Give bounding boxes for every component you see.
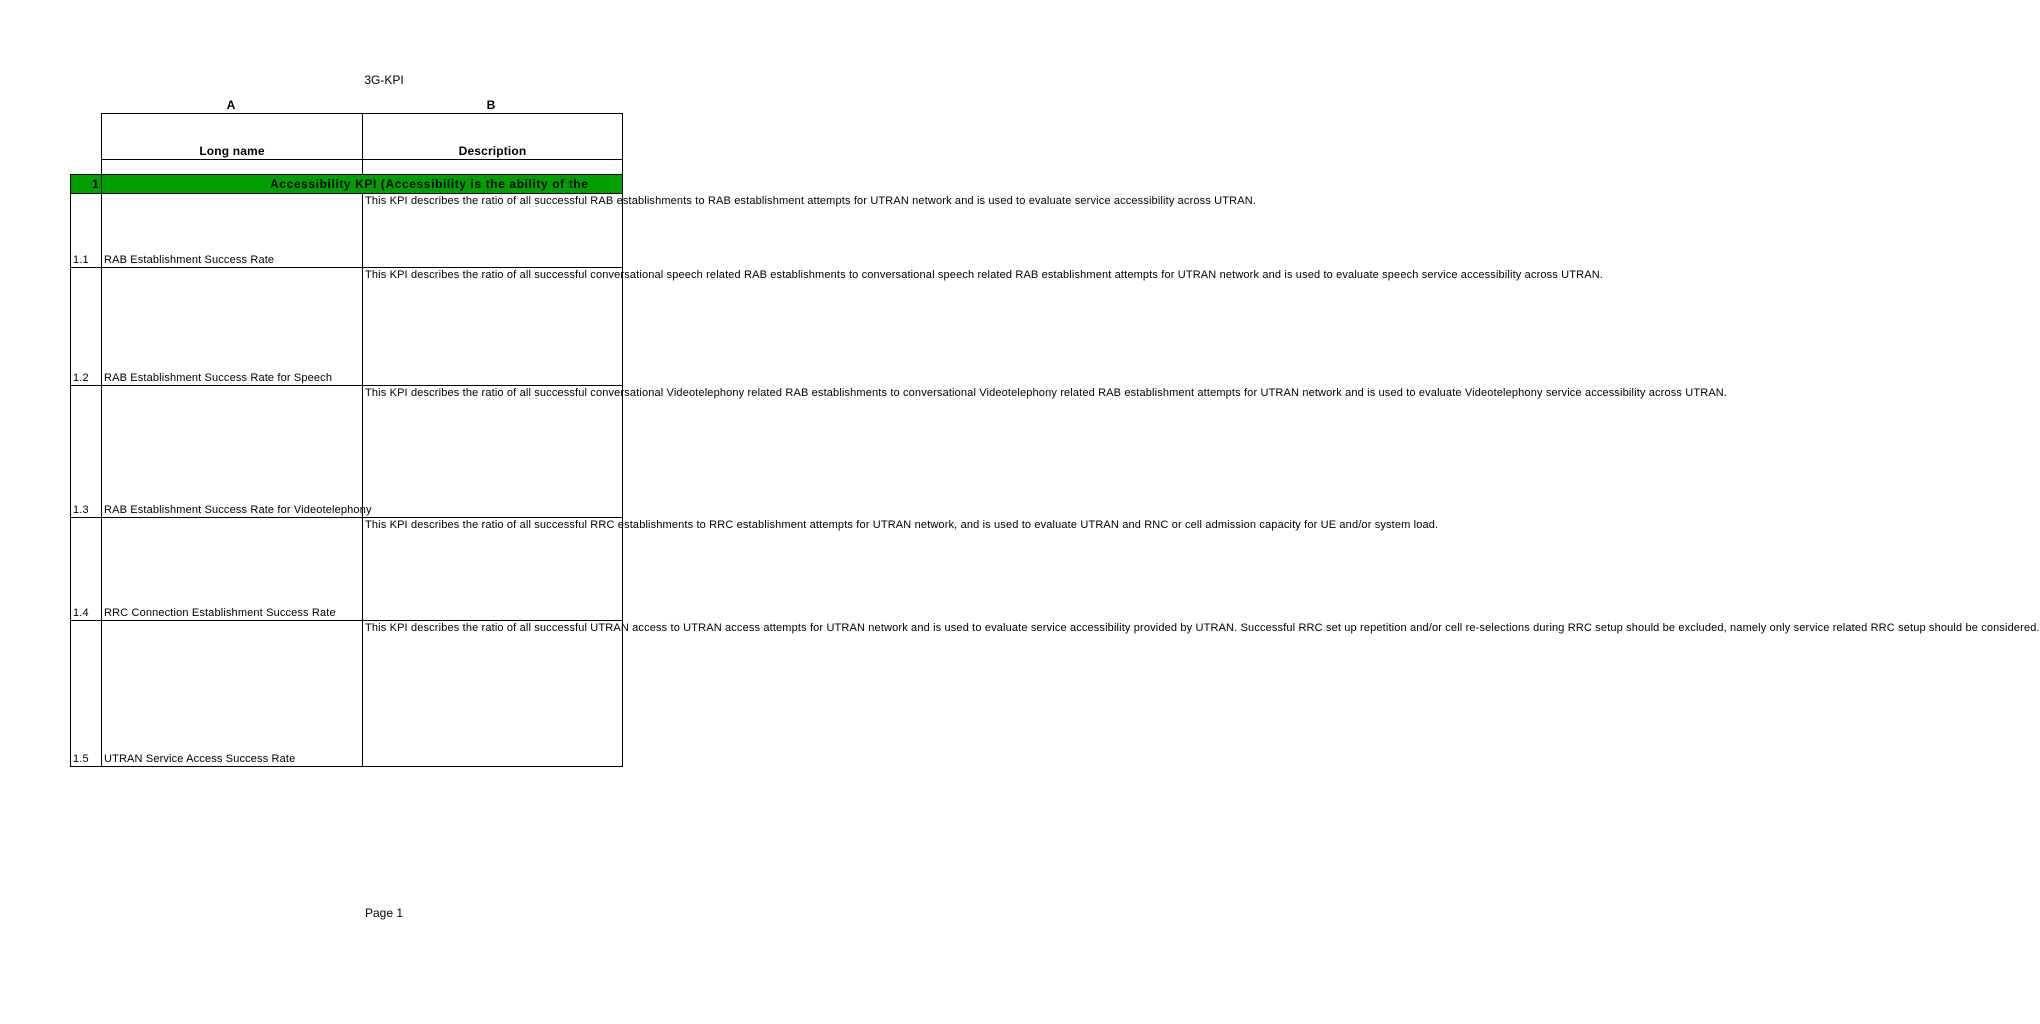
row-number: 1.3 bbox=[71, 386, 102, 518]
table-row bbox=[71, 386, 623, 518]
spacer-row bbox=[71, 160, 623, 175]
section-title: Accessibility KPI (Accessibility is the ability of the bbox=[270, 177, 589, 191]
row-number: 1.1 bbox=[71, 194, 102, 268]
row-description: This KPI describes the ratio of all successful UTRAN access to UTRAN access attempts for UTRAN network and is used to evaluate service accessibility provided by UTRAN. Successful RRC set up repetition and/or cell re-selections during RRC setup should be excluded, namely only service related RRC setup should be considered. bbox=[363, 621, 623, 767]
row-long-name: RAB Establishment Success Rate for Videotelephony bbox=[102, 386, 363, 518]
row-long-name: RAB Establishment Success Rate bbox=[102, 194, 363, 268]
column-letter-a: A bbox=[226, 98, 236, 112]
table-header-row bbox=[71, 114, 623, 160]
row-long-name: RRC Connection Establishment Success Rate bbox=[102, 518, 363, 621]
row-description: This KPI describes the ratio of all successful conversational speech related RAB establishments to conversational speech related RAB establishment attempts for UTRAN network and is used to evaluate speech service accessibility across UTRAN. bbox=[363, 268, 623, 386]
kpi-table bbox=[70, 113, 2040, 767]
column-header-long-name: Long name bbox=[102, 114, 363, 160]
table-row bbox=[71, 621, 623, 767]
row-long-name: RAB Establishment Success Rate for Speech bbox=[102, 268, 363, 386]
page-header: 3G-KPI bbox=[364, 73, 404, 87]
row-description: This KPI describes the ratio of all successful conversational Videotelephony related RAB establishments to conversational Videotelephony related RAB establishment attempts for UTRAN network and is used to evaluate Videotelephony service accessibility across UTRAN. bbox=[363, 386, 623, 518]
section-number: 1 bbox=[71, 175, 102, 194]
section-title-cell bbox=[102, 175, 623, 194]
header-corner-cell bbox=[71, 114, 102, 160]
column-header-description: Description bbox=[363, 114, 623, 160]
table-row bbox=[71, 268, 623, 386]
row-long-name: UTRAN Service Access Success Rate bbox=[102, 621, 363, 767]
section-row bbox=[71, 175, 623, 194]
page-footer: Page 1 bbox=[364, 906, 404, 920]
row-number: 1.5 bbox=[71, 621, 102, 767]
row-description: This KPI describes the ratio of all successful RAB establishments to RAB establishment attempts for UTRAN network and is used to evaluate service accessibility across UTRAN. bbox=[363, 194, 623, 268]
table-row bbox=[71, 518, 623, 621]
column-letter-b: B bbox=[486, 98, 496, 112]
row-number: 1.4 bbox=[71, 518, 102, 621]
table-row bbox=[71, 194, 623, 268]
row-description: This KPI describes the ratio of all successful RRC establishments to RRC establishment attempts for UTRAN network, and is used to evaluate UTRAN and RNC or cell admission capacity for UE and/or system load. bbox=[363, 518, 623, 621]
row-number: 1.2 bbox=[71, 268, 102, 386]
